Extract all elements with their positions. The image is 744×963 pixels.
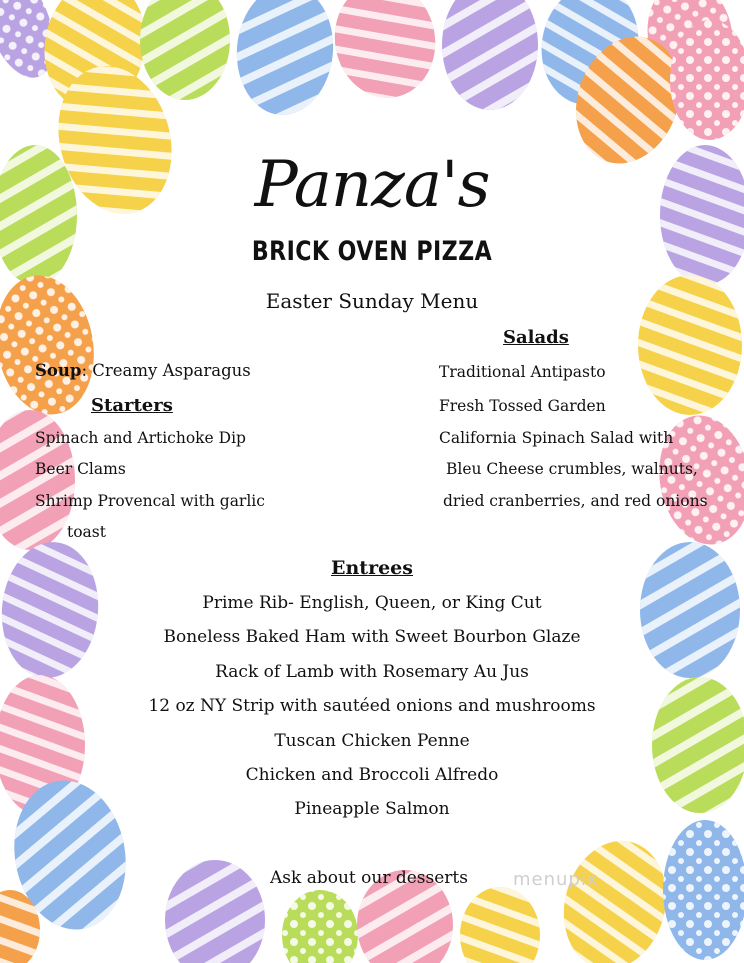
salads-heading: Salads <box>503 327 569 348</box>
salad-item: Traditional Antipasto <box>439 363 606 381</box>
easter-egg <box>232 0 339 119</box>
starter-item: Spinach and Artichoke Dip <box>35 429 246 447</box>
entree-item: Pineapple Salmon <box>294 799 450 819</box>
entree-item: 12 oz NY Strip with sautéed onions and mushrooms <box>148 696 596 716</box>
salad-item: dried cranberries, and red onions <box>443 492 708 510</box>
salad-item: California Spinach Salad with <box>439 429 674 447</box>
entrees-heading: Entrees <box>331 557 413 579</box>
menu-title: Easter Sunday Menu <box>265 289 479 313</box>
soup-line <box>35 363 251 380</box>
easter-egg <box>326 0 445 106</box>
entree-item: Rack of Lamb with Rosemary Au Jus <box>215 662 529 682</box>
easter-egg <box>442 0 538 110</box>
entree-item: Tuscan Chicken Penne <box>274 731 470 751</box>
starter-item: Beer Clams <box>35 460 126 478</box>
easter-egg <box>663 820 744 960</box>
easter-egg <box>165 860 265 963</box>
easter-egg <box>282 890 358 963</box>
starter-item: Shrimp Provencal with garlic <box>35 492 265 510</box>
restaurant-logo-subtitle: BRICK OVEN PIZZA <box>251 236 493 267</box>
menupix-watermark: menupix <box>513 869 599 890</box>
entree-item: Chicken and Broccoli Alfredo <box>245 765 499 785</box>
starter-item: toast <box>67 523 106 541</box>
soup-label: Soup <box>35 361 82 380</box>
restaurant-logo-script: Panza's <box>254 148 490 222</box>
soup-value: : Creamy Asparagus <box>81 361 251 380</box>
entree-item: Boneless Baked Ham with Sweet Bourbon Glaze <box>163 627 581 647</box>
easter-egg <box>140 0 230 100</box>
easter-egg <box>550 829 680 963</box>
salad-item: Bleu Cheese crumbles, walnuts, <box>446 460 698 478</box>
easter-egg <box>460 887 540 963</box>
salad-item: Fresh Tossed Garden <box>439 397 606 415</box>
entree-item: Prime Rib- English, Queen, or King Cut <box>202 593 542 613</box>
starters-heading: Starters <box>91 395 173 416</box>
desserts-note: Ask about our desserts <box>270 868 468 888</box>
